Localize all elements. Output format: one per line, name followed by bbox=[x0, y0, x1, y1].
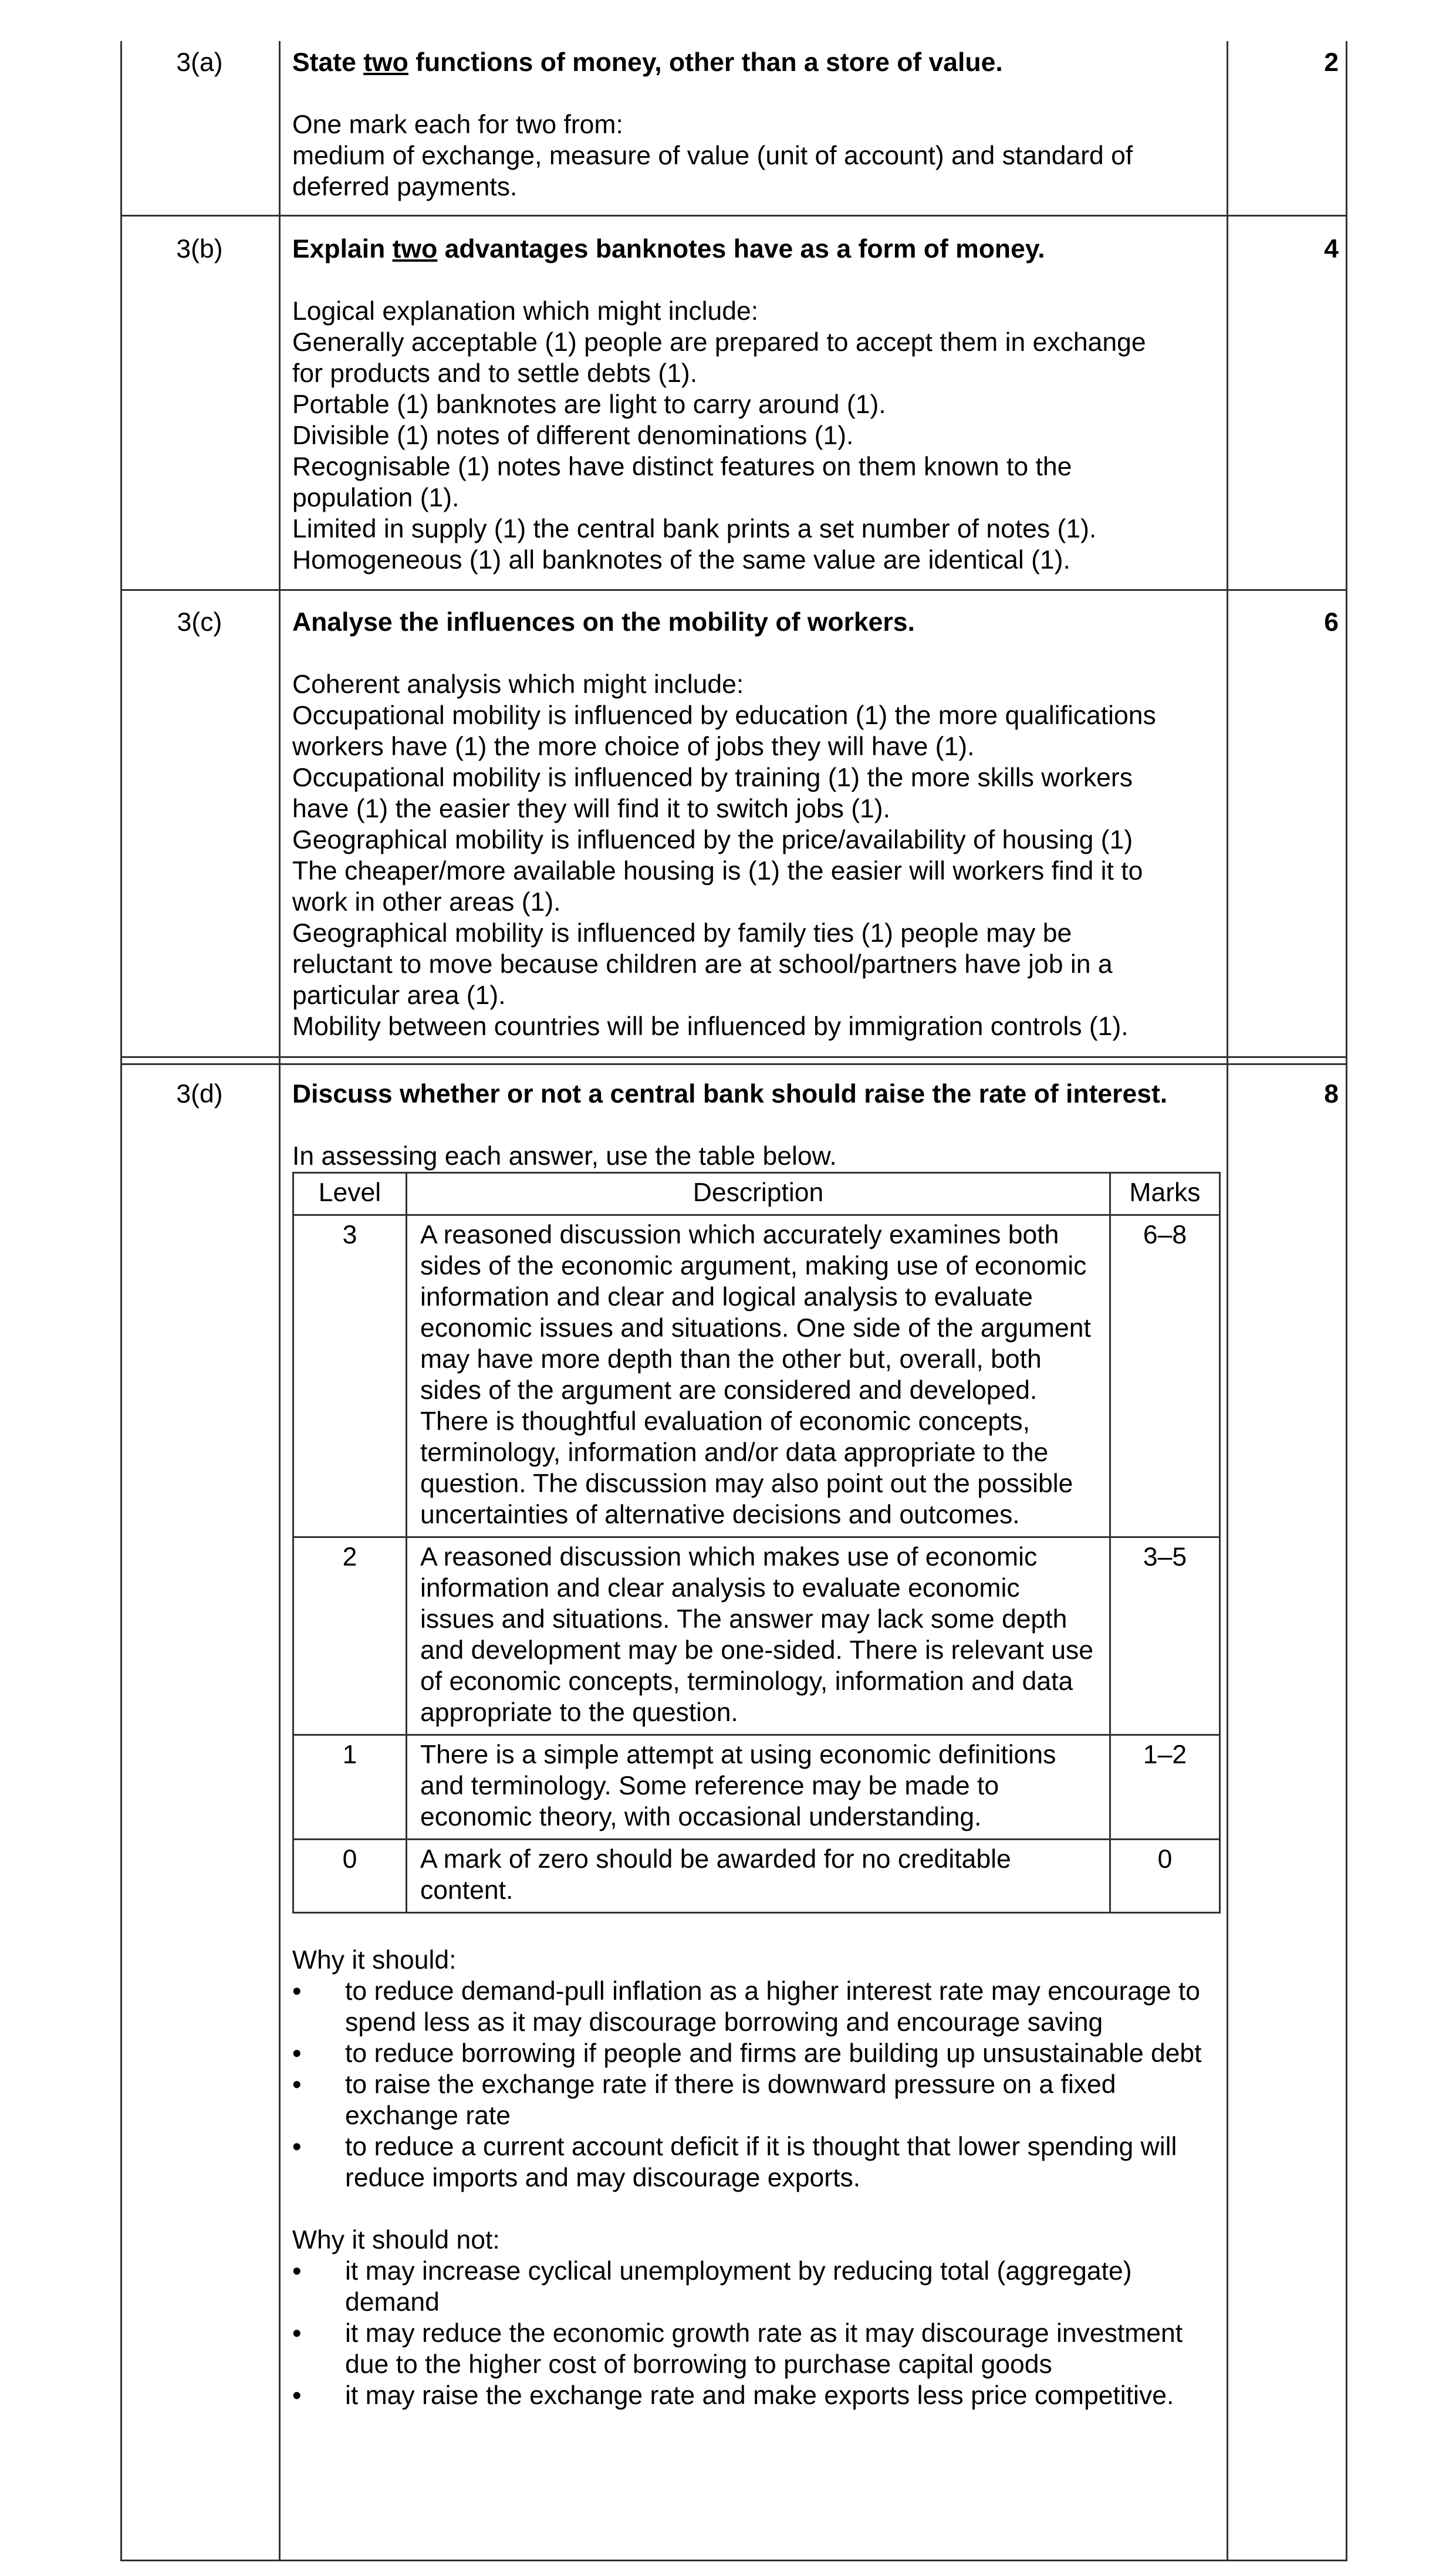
question-marks: 4 bbox=[1324, 235, 1339, 263]
why-not-list bbox=[292, 2256, 1225, 2411]
why-should-heading: Why it should: bbox=[292, 1946, 457, 1975]
answer-line: Mobility between countries will be influenced by immigration controls (1). bbox=[292, 1012, 1129, 1041]
question-marks: 8 bbox=[1324, 1080, 1339, 1108]
table-row bbox=[293, 1215, 1220, 1537]
question-number: 3(b) bbox=[176, 235, 223, 263]
answer-line: workers have (1) the more choice of jobs they will have (1). bbox=[292, 732, 975, 761]
marks-cell: 1–2 bbox=[1110, 1735, 1220, 1840]
question-marks: 6 bbox=[1324, 608, 1339, 637]
level-cell: 0 bbox=[293, 1840, 407, 1913]
answer-intro: Coherent analysis which might include: bbox=[292, 670, 744, 699]
column-header-marks: Marks bbox=[1110, 1173, 1220, 1215]
row-divider-double-top bbox=[120, 1056, 1347, 1058]
answer-line: Portable (1) banknotes are light to carry around (1). bbox=[292, 390, 886, 419]
list-item: • to reduce borrowing if people and firms are building up unsustainable debt bbox=[292, 2038, 1225, 2069]
answer-line: Occupational mobility is influenced by education (1) the more qualifications bbox=[292, 701, 1156, 730]
marks-cell: 6–8 bbox=[1110, 1215, 1220, 1537]
answer-line: medium of exchange, measure of value (unit of account) and standard of bbox=[292, 141, 1133, 170]
question-text: State two functions of money, other than a store of value. bbox=[292, 48, 1003, 77]
row-divider bbox=[120, 589, 1347, 591]
column-divider-right bbox=[1227, 41, 1228, 2561]
column-header-description: Description bbox=[407, 1173, 1110, 1215]
list-item: • to raise the exchange rate if there is downward pressure on a fixed exchange rate bbox=[292, 2069, 1225, 2131]
list-item: • it may increase cyclical unemployment by reducing total (aggregate) demand bbox=[292, 2256, 1225, 2318]
answer-line: deferred payments. bbox=[292, 173, 518, 201]
answer-line: The cheaper/more available housing is (1) the easier will workers find it to bbox=[292, 857, 1143, 885]
column-header-level: Level bbox=[293, 1173, 407, 1215]
question-text: Analyse the influences on the mobility of workers. bbox=[292, 608, 915, 637]
list-item: • it may reduce the economic growth rate as it may discourage investment due to the higher cost of borrowing to purchase capital goods bbox=[292, 2318, 1225, 2380]
answer-line: reluctant to move because children are at school/partners have job in a bbox=[292, 950, 1113, 979]
answer-line: Geographical mobility is influenced by the price/availability of housing (1) bbox=[292, 826, 1133, 854]
table-header-row bbox=[293, 1173, 1220, 1215]
answer-line: Generally acceptable (1) people are prepared to accept them in exchange bbox=[292, 328, 1146, 357]
answer-line: Limited in supply (1) the central bank prints a set number of notes (1). bbox=[292, 515, 1097, 543]
question-text: Discuss whether or not a central bank should raise the rate of interest. bbox=[292, 1080, 1168, 1108]
answer-line: particular area (1). bbox=[292, 981, 506, 1010]
answer-line: work in other areas (1). bbox=[292, 888, 561, 917]
answer-line: population (1). bbox=[292, 484, 460, 512]
description-cell: A mark of zero should be awarded for no creditable content. bbox=[407, 1840, 1110, 1913]
list-item: • to reduce a current account deficit if it is thought that lower spending will reduce imports and may discourage exports. bbox=[292, 2131, 1225, 2193]
level-cell: 2 bbox=[293, 1537, 407, 1735]
answer-line: Recognisable (1) notes have distinct features on them known to the bbox=[292, 452, 1072, 481]
answer-line: Divisible (1) notes of different denominations (1). bbox=[292, 421, 854, 450]
answer-line: Homogeneous (1) all banknotes of the same value are identical (1). bbox=[292, 546, 1070, 574]
level-cell: 1 bbox=[293, 1735, 407, 1840]
question-number: 3(d) bbox=[176, 1080, 223, 1108]
description-cell: There is a simple attempt at using economic definitions and terminology. Some reference may be made to economic theory, with occasional understanding. bbox=[407, 1735, 1110, 1840]
answer-3b bbox=[292, 234, 1214, 576]
why-not-heading: Why it should not: bbox=[292, 2226, 500, 2254]
question-text: Explain two advantages banknotes have as a form of money. bbox=[292, 235, 1045, 263]
answer-3a bbox=[292, 47, 1214, 202]
answer-intro: One mark each for two from: bbox=[292, 110, 623, 139]
row-divider bbox=[120, 215, 1347, 217]
description-cell: A reasoned discussion which accurately examines both sides of the economic argument, making use of economic information and clear and logical analysis to evaluate economic issues and situations. One side of the argument may have more depth than the other but, overall, both sides of the argument are considered and developed. There is thoughtful evaluation of economic concepts, terminology, information and/or data appropriate to the question. The discussion may also point out the possible uncertainties of alternative decisions and outcomes. bbox=[407, 1215, 1110, 1537]
marks-cell: 0 bbox=[1110, 1840, 1220, 1913]
list-item: • to reduce demand-pull inflation as a higher interest rate may encourage to spend less as it may discourage borrowing and encourage saving bbox=[292, 1976, 1225, 2038]
question-marks: 2 bbox=[1324, 48, 1339, 77]
description-cell: A reasoned discussion which makes use of economic information and clear analysis to evaluate economic issues and situations. The answer may lack some depth and development may be one-sided. There is relevant use of economic concepts, terminology, information and data appropriate to the question. bbox=[407, 1537, 1110, 1735]
row-divider-double-bottom bbox=[120, 1063, 1347, 1065]
level-descriptor-table bbox=[292, 1172, 1221, 1914]
answer-line: Occupational mobility is influenced by training (1) the more skills workers bbox=[292, 763, 1133, 792]
column-divider-left bbox=[279, 41, 281, 2561]
question-number: 3(a) bbox=[176, 48, 223, 77]
answer-intro: In assessing each answer, use the table below. bbox=[292, 1142, 837, 1171]
answer-line: Geographical mobility is influenced by family ties (1) people may be bbox=[292, 919, 1072, 948]
list-item: • it may raise the exchange rate and make exports less price competitive. bbox=[292, 2380, 1225, 2411]
answer-3d bbox=[292, 1079, 1225, 2411]
table-row bbox=[293, 1840, 1220, 1913]
question-number: 3(c) bbox=[177, 608, 222, 637]
answer-line: have (1) the easier they will find it to switch jobs (1). bbox=[292, 795, 890, 823]
answer-3c bbox=[292, 607, 1214, 1042]
marks-cell: 3–5 bbox=[1110, 1537, 1220, 1735]
why-should-list bbox=[292, 1976, 1225, 2193]
table-row bbox=[293, 1735, 1220, 1840]
answer-intro: Logical explanation which might include: bbox=[292, 297, 759, 326]
answer-line: for products and to settle debts (1). bbox=[292, 359, 698, 388]
table-row bbox=[293, 1537, 1220, 1735]
level-cell: 3 bbox=[293, 1215, 407, 1537]
